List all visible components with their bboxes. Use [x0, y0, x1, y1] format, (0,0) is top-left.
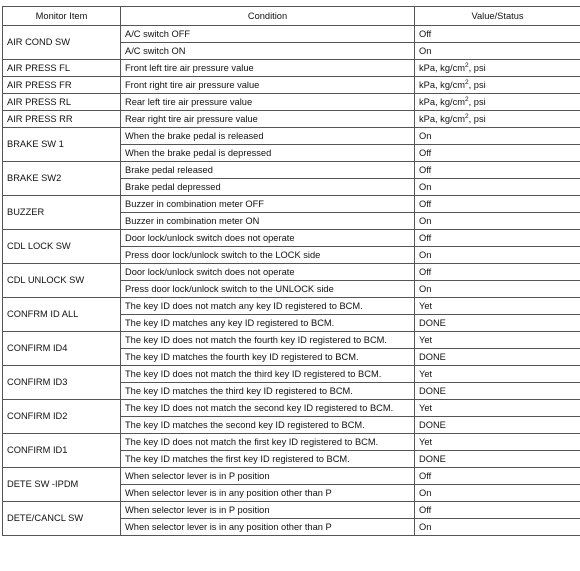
condition-cell: Brake pedal depressed: [121, 179, 415, 196]
header-value-status: Value/Status: [415, 7, 580, 26]
value-status-cell: Off: [415, 502, 580, 519]
monitor-item-cell: AIR PRESS FR: [3, 77, 121, 94]
table-row: [3, 60, 580, 77]
condition-cell: Front right tire air pressure value: [121, 77, 415, 94]
table-row: [3, 502, 580, 519]
monitor-item-table: [2, 6, 580, 536]
condition-cell: Door lock/unlock switch does not operate: [121, 230, 415, 247]
condition-cell: The key ID does not match the third key ID registered to BCM.: [121, 366, 415, 383]
value-status-cell: DONE: [415, 315, 580, 332]
table-body: [3, 26, 580, 536]
value-status-cell: DONE: [415, 417, 580, 434]
table-row: [3, 400, 580, 417]
value-status-cell: Off: [415, 196, 580, 213]
condition-cell: Door lock/unlock switch does not operate: [121, 264, 415, 281]
monitor-item-cell: DETE/CANCL SW: [3, 502, 121, 536]
table-row: [3, 111, 580, 128]
value-status-cell: On: [415, 43, 580, 60]
condition-cell: Rear left tire air pressure value: [121, 94, 415, 111]
table-row: [3, 94, 580, 111]
condition-cell: When the brake pedal is released: [121, 128, 415, 145]
table-row: [3, 332, 580, 349]
value-status-cell: kPa, $kg/cm^2$, psi: [415, 60, 580, 77]
value-status-cell: Off: [415, 468, 580, 485]
value-status-cell: Yet: [415, 366, 580, 383]
table-row: [3, 434, 580, 451]
table-row: [3, 26, 580, 43]
condition-cell: The key ID matches any key ID registered to BCM.: [121, 315, 415, 332]
condition-cell: The key ID matches the fourth key ID registered to BCM.: [121, 349, 415, 366]
table-header-row: [3, 7, 580, 26]
condition-cell: The key ID does not match the second key ID registered to BCM.: [121, 400, 415, 417]
monitor-item-cell: AIR PRESS RR: [3, 111, 121, 128]
condition-cell: The key ID matches the first key ID registered to BCM.: [121, 451, 415, 468]
monitor-item-cell: CDL LOCK SW: [3, 230, 121, 264]
condition-cell: When selector lever is in P position: [121, 468, 415, 485]
condition-cell: A/C switch ON: [121, 43, 415, 60]
condition-cell: The key ID does not match the fourth key ID registered to BCM.: [121, 332, 415, 349]
condition-cell: When selector lever is in any position other than P: [121, 485, 415, 502]
table-row: [3, 298, 580, 315]
monitor-item-cell: AIR PRESS RL: [3, 94, 121, 111]
value-status-cell: DONE: [415, 349, 580, 366]
table-row: [3, 264, 580, 281]
condition-cell: When selector lever is in P position: [121, 502, 415, 519]
value-status-cell: On: [415, 213, 580, 230]
condition-cell: Front left tire air pressure value: [121, 60, 415, 77]
condition-cell: A/C switch OFF: [121, 26, 415, 43]
monitor-table-container: [2, 6, 580, 536]
monitor-item-cell: CONFIRM ID3: [3, 366, 121, 400]
table-row: [3, 77, 580, 94]
condition-cell: Press door lock/unlock switch to the LOCK side: [121, 247, 415, 264]
condition-cell: Buzzer in combination meter ON: [121, 213, 415, 230]
condition-cell: Press door lock/unlock switch to the UNLOCK side: [121, 281, 415, 298]
monitor-item-cell: DETE SW -IPDM: [3, 468, 121, 502]
table-row: [3, 468, 580, 485]
monitor-item-cell: AIR COND SW: [3, 26, 121, 60]
condition-cell: The key ID does not match any key ID registered to BCM.: [121, 298, 415, 315]
value-status-cell: Off: [415, 264, 580, 281]
value-status-cell: kPa, $kg/cm^2$, psi: [415, 94, 580, 111]
value-status-cell: Off: [415, 145, 580, 162]
monitor-item-cell: CDL UNLOCK SW: [3, 264, 121, 298]
header-monitor-item: Monitor Item: [3, 7, 121, 26]
monitor-item-cell: CONFIRM ID1: [3, 434, 121, 468]
value-status-cell: Off: [415, 26, 580, 43]
condition-cell: Brake pedal released: [121, 162, 415, 179]
monitor-item-cell: CONFRM ID ALL: [3, 298, 121, 332]
condition-cell: When selector lever is in any position other than P: [121, 519, 415, 536]
value-status-cell: kPa, $kg/cm^2$, psi: [415, 77, 580, 94]
monitor-item-cell: BRAKE SW 1: [3, 128, 121, 162]
value-status-cell: On: [415, 519, 580, 536]
value-status-cell: Yet: [415, 434, 580, 451]
table-row: [3, 230, 580, 247]
condition-cell: The key ID does not match the first key ID registered to BCM.: [121, 434, 415, 451]
table-row: [3, 196, 580, 213]
value-status-cell: DONE: [415, 383, 580, 400]
value-status-cell: On: [415, 179, 580, 196]
condition-cell: The key ID matches the third key ID registered to BCM.: [121, 383, 415, 400]
condition-cell: When the brake pedal is depressed: [121, 145, 415, 162]
value-status-cell: On: [415, 281, 580, 298]
value-status-cell: On: [415, 128, 580, 145]
monitor-item-cell: CONFIRM ID4: [3, 332, 121, 366]
condition-cell: The key ID matches the second key ID registered to BCM.: [121, 417, 415, 434]
monitor-item-cell: AIR PRESS FL: [3, 60, 121, 77]
monitor-item-cell: CONFIRM ID2: [3, 400, 121, 434]
table-row: [3, 366, 580, 383]
header-condition: Condition: [121, 7, 415, 26]
value-status-cell: Yet: [415, 298, 580, 315]
value-status-cell: Off: [415, 162, 580, 179]
value-status-cell: Yet: [415, 332, 580, 349]
condition-cell: Rear right tire air pressure value: [121, 111, 415, 128]
value-status-cell: On: [415, 247, 580, 264]
table-row: [3, 162, 580, 179]
value-status-cell: On: [415, 485, 580, 502]
value-status-cell: Off: [415, 230, 580, 247]
condition-cell: Buzzer in combination meter OFF: [121, 196, 415, 213]
value-status-cell: kPa, $kg/cm^2$, psi: [415, 111, 580, 128]
monitor-item-cell: BUZZER: [3, 196, 121, 230]
monitor-item-cell: BRAKE SW2: [3, 162, 121, 196]
table-row: [3, 128, 580, 145]
value-status-cell: DONE: [415, 451, 580, 468]
value-status-cell: Yet: [415, 400, 580, 417]
